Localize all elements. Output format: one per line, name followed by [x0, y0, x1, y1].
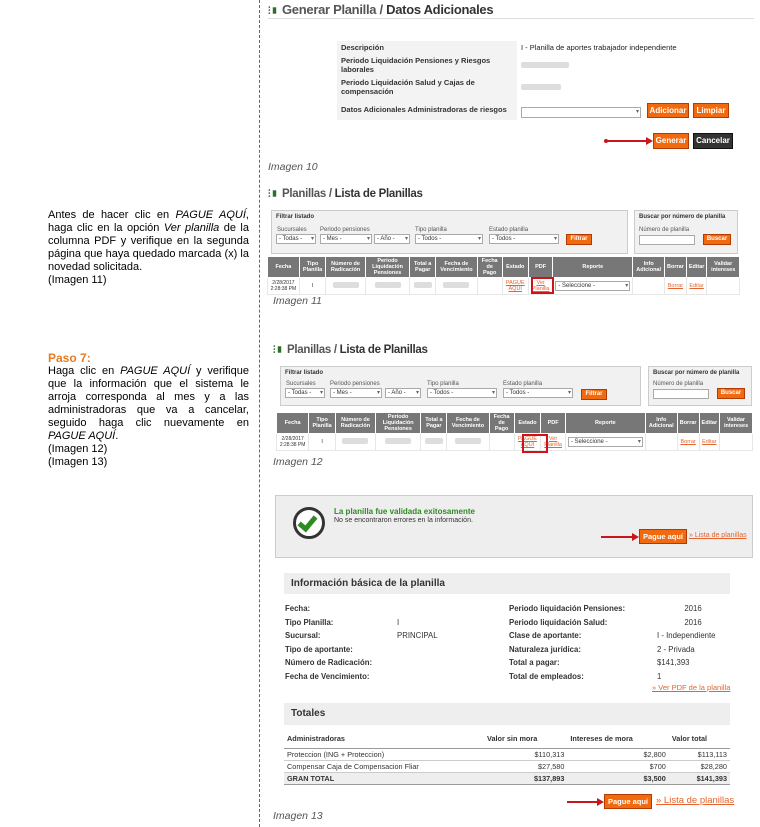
info-row	[282, 643, 500, 657]
caption-imagen-11: Imagen 11	[273, 295, 322, 307]
cell-validar	[720, 434, 753, 451]
list-planillas-link[interactable]: » Lista de planillas	[689, 532, 747, 539]
totals-column-header: Intereses de mora	[567, 730, 668, 748]
column-header: Borrar	[665, 257, 687, 278]
search-button[interactable]: Buscar	[703, 234, 731, 245]
totals-header-row	[284, 730, 730, 748]
info-row	[282, 670, 500, 684]
totals-column-header: Valor sin mora	[484, 730, 567, 748]
info-right	[506, 602, 732, 683]
info-label: Clase de aportante:	[509, 631, 582, 641]
column-divider	[259, 0, 260, 827]
info-value	[394, 643, 500, 657]
column-header: Info Adicional	[645, 413, 677, 434]
add-button[interactable]: Adicionar	[647, 103, 689, 118]
arrow-pointer	[607, 140, 647, 142]
bars-icon: ⫶▮	[273, 345, 283, 356]
column-header: Fecha de Pago	[477, 257, 502, 278]
info-row	[282, 656, 500, 670]
search-panel: Buscar por número de planilla Número de planilla Buscar	[634, 210, 738, 254]
arrow-pointer	[601, 536, 633, 538]
info-value: 2016	[684, 617, 702, 627]
search-button[interactable]: Buscar	[717, 388, 745, 399]
grand-total-cell: $141,393	[669, 773, 730, 785]
info-label: Naturaleza jurídica:	[509, 644, 581, 654]
intro-paragraph: Antes de hacer clic en PAGUE AQUÍ, haga clic en la opción Ver planilla de la columna PDF y verifique en la segunda página que haya quedado marcada (x) la novedad solicitada. (Imagen 11)	[48, 209, 249, 286]
info-value	[394, 656, 500, 670]
info-value: I - Independiente	[657, 631, 716, 641]
img11-title: ⫶▮ Planillas / Lista de Planillas	[268, 188, 423, 200]
totals-cell: $28,280	[669, 760, 730, 772]
column-header: PDF	[528, 257, 552, 278]
totals-cell: $27,580	[484, 760, 567, 772]
column-header: Fecha de Pago	[489, 413, 514, 434]
cell-info	[633, 278, 665, 295]
totals-cell: Compensar Caja de Compensacion Fliar	[284, 760, 484, 772]
generate-button[interactable]: Generar	[653, 133, 689, 149]
column-header: Número de Radicación	[335, 413, 375, 434]
info-row	[506, 670, 732, 684]
validation-panel	[275, 495, 753, 558]
totals-column-header: Administradoras	[284, 730, 484, 748]
totals-cell: $113,113	[669, 748, 730, 760]
totals-cell: Proteccion (ING + Proteccion)	[284, 748, 484, 760]
info-label: Periodo liquidación Pensiones:	[509, 604, 626, 614]
estado-select[interactable]: - Todos - ▾	[489, 234, 559, 244]
info-value: I	[397, 617, 400, 627]
tipo-select[interactable]: - Todos - ▾	[415, 234, 483, 244]
bars-icon: ⫶▮	[268, 6, 278, 17]
column-header: Total a Pagar	[410, 257, 436, 278]
ver-planilla-link-text[interactable]: Ver Planilla	[531, 280, 550, 292]
column-header: Total a Pagar	[421, 413, 447, 434]
totals-row	[284, 748, 730, 760]
column-header: Fecha	[277, 413, 309, 434]
info-value	[394, 602, 500, 616]
info-label: Fecha de Vencimiento:	[285, 671, 370, 681]
editar-link	[699, 434, 720, 451]
tipo-select[interactable]: - Todos - ▾	[427, 388, 497, 398]
cell-radicacion	[326, 278, 365, 295]
editar-link-text[interactable]: Editar	[689, 283, 704, 289]
success-subtitle: No se encontraron errores en la información.	[334, 517, 473, 524]
administradora-select[interactable]	[521, 107, 641, 118]
filter-button[interactable]: Filtrar	[581, 389, 607, 400]
column-header: Borrar	[677, 413, 699, 434]
cell-vencimiento	[447, 434, 489, 451]
editar-link	[686, 278, 707, 295]
info-row	[282, 629, 500, 643]
column-header: Estado	[514, 413, 541, 434]
column-header: Número de Radicación	[326, 257, 365, 278]
search-input[interactable]	[653, 389, 709, 399]
pay-here-button[interactable]: Pague aquí	[639, 529, 687, 544]
search-panel-2: Buscar por número de planilla Número de planilla Buscar	[648, 366, 752, 406]
cell-radicacion	[335, 434, 375, 451]
ver-planilla-link-text[interactable]: Ver Planilla	[544, 436, 562, 448]
anio-select[interactable]: - Año - ▾	[385, 388, 421, 398]
cell-tipo	[299, 278, 325, 295]
cell-total	[410, 278, 436, 295]
column-header: Tipo Planilla	[309, 413, 336, 434]
info-label: Sucursal:	[285, 631, 321, 641]
borrar-link-text[interactable]: Borrar	[680, 439, 696, 445]
cell-tipo-text: I	[321, 439, 323, 445]
column-header: Estado	[502, 257, 528, 278]
cell-fecha	[268, 278, 300, 295]
info-row	[506, 643, 732, 657]
totals-cell: $110,313	[484, 748, 567, 760]
reporte-select	[565, 434, 645, 451]
info-row	[282, 602, 500, 616]
cancel-button[interactable]: Cancelar	[693, 133, 733, 149]
grand-total-cell: $137,893	[484, 773, 567, 785]
list-planillas-link-2[interactable]: » Lista de planillas	[656, 795, 735, 806]
info-header: Información básica de la planilla	[284, 573, 730, 594]
info-label: Total de empleados:	[509, 671, 584, 681]
sucursal-select[interactable]: - Todas - ▾	[285, 388, 325, 398]
borrar-link	[677, 434, 699, 451]
cell-fecha	[277, 434, 309, 451]
info-label: Número de Radicación:	[285, 658, 373, 668]
reporte-select	[553, 278, 633, 295]
img12-title: ⫶▮ Planillas / Lista de Planillas	[273, 344, 428, 356]
mes-select[interactable]: - Mes - ▾	[330, 388, 382, 398]
cell-fecha-pago	[477, 278, 502, 295]
pay-here-button-2[interactable]: Pague aquí	[604, 794, 652, 809]
arrow-pointer	[567, 801, 598, 803]
img10-title: ⫶▮ Generar Planilla / Datos Adicionales	[268, 2, 494, 17]
info-row	[506, 629, 732, 643]
pague-aqui-link-text[interactable]: PAGUE AQUÍ	[518, 436, 537, 448]
img10-form: Descripción I - Planilla de aportes trabajador independiente Periodo Liquidación Pensiones y Riesgos laborales Periodo Liquidación Salud y Cajas de compensación Datos Adicionales Administradoras de riesgos	[337, 41, 733, 120]
cell-tipo	[309, 434, 336, 451]
info-value: $141,393	[657, 658, 690, 668]
info-value	[394, 670, 500, 684]
info-label: Tipo Planilla:	[285, 617, 334, 627]
mes-select[interactable]: - Mes - ▾	[320, 234, 372, 244]
column-header: Reporte	[553, 257, 633, 278]
info-value: PRINCIPAL	[397, 631, 438, 641]
search-input[interactable]	[639, 235, 695, 245]
totals-row	[284, 760, 730, 772]
cell-periodo	[365, 278, 410, 295]
editar-link-text[interactable]: Editar	[702, 439, 717, 445]
totals-column-header: Valor total	[669, 730, 730, 748]
cell-tipo-text: I	[311, 283, 314, 289]
info-label: Periodo liquidación Salud:	[509, 617, 608, 627]
grand-total-cell: $3,500	[567, 773, 668, 785]
pague-aqui-link-text[interactable]: PAGUE AQUÍ	[505, 280, 525, 292]
caption-imagen-13: Imagen 13	[273, 810, 323, 822]
cell-vencimiento	[436, 278, 478, 295]
column-header: PDF	[541, 413, 566, 434]
column-header: Tipo Planilla	[299, 257, 325, 278]
grand-total-cell: GRAN TOTAL	[284, 773, 484, 785]
highlight-ver-planilla	[531, 277, 554, 294]
filter-panel-2: Filtrar listado Sucursales Periodo pensiones Tipo planilla Estado planilla - Todas - ▾ - Mes - ▾ - Año - ▾ - Todos - ▾ - Todos - ▾ Filtrar	[280, 366, 641, 406]
planillas-table	[267, 256, 740, 295]
totals-cell: $700	[567, 760, 668, 772]
step7-heading: Paso 7:	[48, 351, 91, 365]
column-header: Periodo Liquidación Pensiones	[365, 257, 410, 278]
column-header: Fecha de Vencimiento	[447, 413, 489, 434]
sucursal-select[interactable]: - Todas - ▾	[276, 234, 316, 244]
column-header: Fecha de Vencimiento	[436, 257, 478, 278]
totals-table	[284, 730, 730, 785]
step7-paragraph: Paso 7: Haga clic en PAGUE AQUÍ y verifique que la información que el sistema le arroja corresponda al mes y a las administradoras que va a cancelar, seguido haga clic nuevamente en PAGUE AQUÍ. (Imagen 12) (Imagen 13)	[48, 351, 249, 468]
info-row	[506, 602, 732, 616]
info-value: 1	[657, 671, 662, 681]
bars-icon: ⫶▮	[268, 189, 278, 200]
reporte-select-text[interactable]: - Seleccione - ▾	[568, 437, 643, 447]
column-header: Reporte	[565, 413, 645, 434]
column-header: Validar intereses	[707, 257, 740, 278]
cell-fecha-text: 2/28/2017 2:28:38 PM	[279, 436, 306, 448]
caption-imagen-12: Imagen 12	[273, 456, 323, 468]
cell-validar	[707, 278, 740, 295]
info-label: Fecha:	[285, 604, 311, 614]
column-header: Info Adicional	[633, 257, 665, 278]
info-label: Tipo de aportante:	[285, 644, 353, 654]
totals-cell: $2,800	[567, 748, 668, 760]
column-header: Validar intereses	[720, 413, 753, 434]
filter-button[interactable]: Filtrar	[566, 234, 592, 245]
info-row	[282, 616, 500, 630]
clear-button[interactable]: Limpiar	[693, 103, 729, 118]
info-row	[506, 656, 732, 670]
planillas-table-2	[276, 412, 753, 451]
cell-info	[645, 434, 677, 451]
estado-select[interactable]: - Todos - ▾	[503, 388, 573, 398]
borrar-link	[665, 278, 687, 295]
reporte-select-text[interactable]: - Seleccione - ▾	[555, 281, 630, 291]
anio-select[interactable]: - Año - ▾	[374, 234, 410, 244]
cell-fecha-text: 2/28/2017 2:28:38 PM	[270, 280, 297, 292]
grand-total-row	[284, 773, 730, 785]
info-label: Total a pagar:	[509, 658, 560, 668]
column-header: Fecha	[268, 257, 300, 278]
column-header: Editar	[686, 257, 707, 278]
borrar-link-text[interactable]: Borrar	[667, 283, 684, 289]
success-title: La planilla fue validada exitosamente	[334, 507, 475, 516]
check-icon	[293, 507, 325, 539]
info-value: 2 - Privada	[657, 644, 695, 654]
totals-header: Totales	[284, 703, 730, 725]
cell-fecha-pago	[489, 434, 514, 451]
cell-total	[421, 434, 447, 451]
column-header: Editar	[699, 413, 720, 434]
cell-periodo	[375, 434, 420, 451]
view-pdf-link[interactable]: » Ver PDF de la planilla	[652, 683, 731, 692]
info-row	[506, 616, 732, 630]
column-header: Periodo Liquidación Pensiones	[375, 413, 420, 434]
caption-imagen-10: Imagen 10	[268, 161, 318, 173]
filter-panel: Filtrar listado Sucursales Periodo pensiones Tipo planilla Estado planilla - Todas - ▾ - Mes - ▾ - Año - ▾ - Todos - ▾ - Todos - ▾ Filtrar	[271, 210, 628, 254]
highlight-pague-aqui	[522, 434, 548, 453]
info-left	[282, 602, 500, 683]
info-value: 2016	[684, 604, 702, 614]
pague-aqui-link	[502, 278, 528, 295]
